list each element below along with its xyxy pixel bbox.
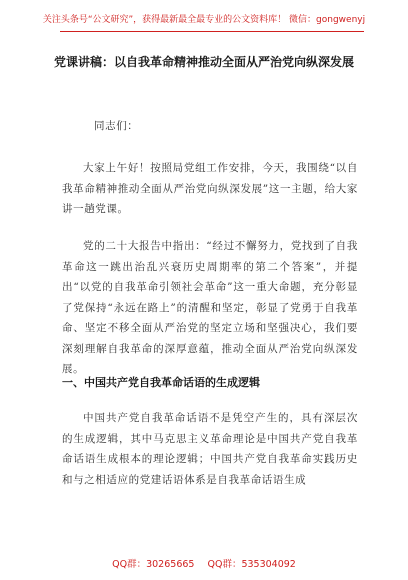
document-title: 党课讲稿：以自我革命精神推动全面从严治党向纵深发展 <box>53 55 354 69</box>
footer-qq-group-2: QQ群：535304092 <box>207 559 296 570</box>
section-heading: 一、中国共产党自我革命话语的生成逻辑 <box>62 376 260 389</box>
paragraph-report: 党的二十大报告中指出：“经过不懈努力，党找到了自我革命这一跳出治乱兴衰历史周期率的第二个答案”，并提出“以党的自我革命引领社会革命”这一重大命题，充分彰显了党保持“永远在路上”的清醒和坚定，彰显了党勇于自我革命、坚定不移全面从严治党的坚定立场和坚强决心，我们要深刻理解自我革命的深厚意蕴，推动全面从严治党向纵深发展。 <box>62 240 358 375</box>
header-banner: 关注头条号“公文研究”，获得最新最全最专业的公文资料库！ 微信：gongwenyj <box>42 15 366 25</box>
paragraph-intro: 大家上午好！按照局党组工作安排，今天，我围绕“以自我革命精神推动全面从严治党向纵深发展”这一主题，给大家讲一趟党课。 <box>62 162 358 215</box>
paragraph-section-one: 中国共产党自我革命话语不是凭空产生的，具有深层次的生成逻辑，其中马克思主义革命理论是中国共产党自我革命话语生成根本的理论逻辑；中国共产党自我革命实践历史和与之相适应的党建话语体系是自我革命话语生成 <box>62 412 358 486</box>
footer <box>0 559 408 571</box>
header-divider <box>60 31 364 32</box>
greeting: 同志们： <box>94 120 139 132</box>
footer-qq-group-1: QQ群：30265665 <box>112 559 195 570</box>
